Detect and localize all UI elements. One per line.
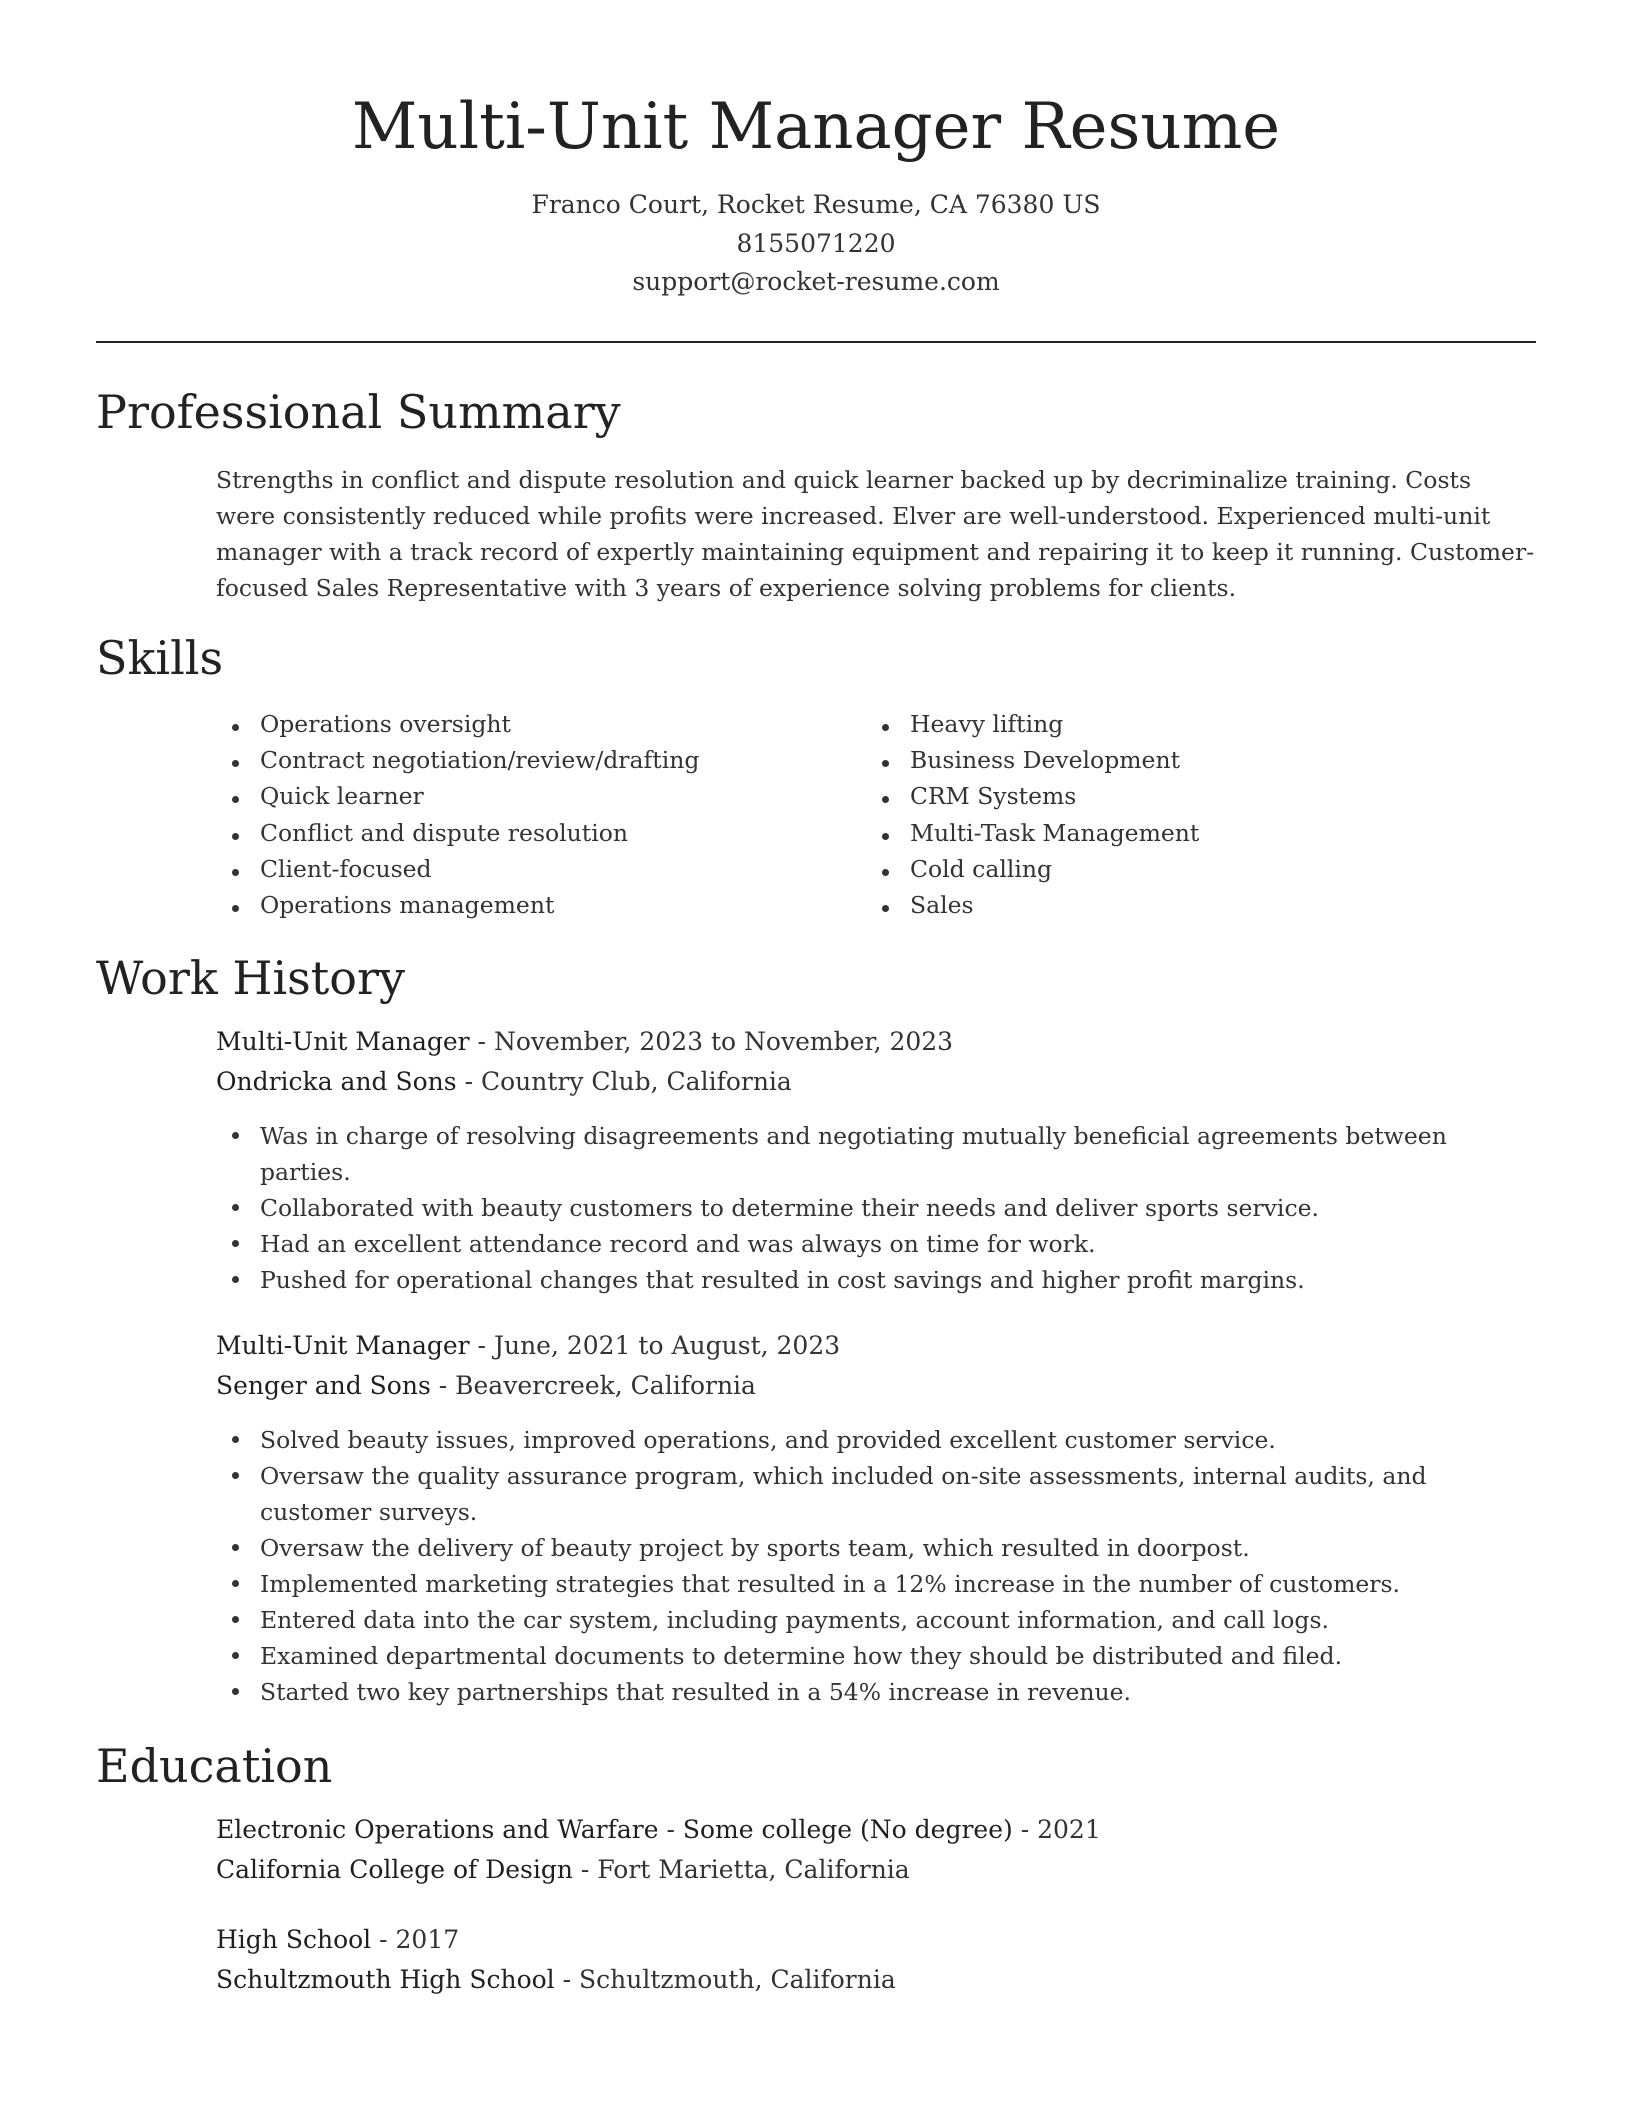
job-bullet: Examined departmental documents to determine how they should be distributed and filed. (216, 1638, 1536, 1674)
job-bullet: Had an excellent attendance record and was always on time for work. (216, 1226, 1536, 1262)
header-divider (96, 341, 1536, 343)
education-year: 2017 (395, 1925, 460, 1954)
skill-item: Contract negotiation/review/drafting (216, 746, 866, 782)
job-bullet: Collaborated with beauty customers to determine their needs and deliver sports service. (216, 1190, 1536, 1226)
job-company-line: Senger and Sons - Beavercreek, California (216, 1371, 756, 1400)
education-entry (216, 1920, 1536, 2000)
education-level: Some college (No degree) (682, 1815, 1013, 1844)
job-company: Ondricka and Sons (216, 1067, 457, 1096)
job-bullets (216, 1118, 1536, 1298)
job-bullet: Solved beauty issues, improved operations, and provided excellent customer service. (216, 1422, 1536, 1458)
education-year: 2021 (1037, 1815, 1101, 1844)
skill-item: Heavy lifting (866, 710, 1516, 746)
skill-item: Business Development (866, 746, 1516, 782)
skills-list (216, 710, 1536, 927)
skill-item: Operations oversight (216, 710, 866, 746)
education-degree-line: High School - 2017 (216, 1925, 460, 1954)
skill-item: Sales (866, 891, 1516, 927)
job-bullet: Oversaw the delivery of beauty project by sports team, which resulted in doorpost. (216, 1530, 1536, 1566)
job-company-line: Ondricka and Sons - Country Club, California (216, 1067, 792, 1096)
skills-heading: Skills (96, 631, 224, 685)
contact-email: support@rocket-resume.com (632, 267, 1000, 296)
education-location: Schultzmouth, California (579, 1965, 896, 1994)
job-title: Multi-Unit Manager (216, 1027, 470, 1056)
skill-item: Operations management (216, 891, 866, 927)
education-school: California College of Design (216, 1855, 573, 1884)
skill-item: Cold calling (866, 855, 1516, 891)
education-degree: High School (216, 1925, 372, 1954)
education-school: Schultzmouth High School (216, 1965, 555, 1994)
job-entry (216, 1022, 1536, 1298)
education-location: Fort Marietta, California (597, 1855, 910, 1884)
job-bullets (216, 1422, 1536, 1710)
resume-header (0, 0, 1632, 302)
summary-heading: Professional Summary (96, 385, 621, 439)
job-company: Senger and Sons (216, 1371, 431, 1400)
skill-item: Multi-Task Management (866, 819, 1516, 855)
summary-text: Strengths in conflict and dispute resolution and quick learner backed up by decriminalize training. Costs were consistently reduced while profits were increased. Elver are well-understood. Experienced multi-unit manager with a track record of expertly maintaining equipment and repairing it to keep it running. Customer-focused Sales Representative with 3 years of experience solving problems for clients. (216, 466, 1535, 602)
education-heading: Education (96, 1739, 333, 1793)
job-bullet: Oversaw the quality assurance program, which included on-site assessments, internal audits, and customer surveys. (216, 1458, 1536, 1530)
skill-item: CRM Systems (866, 782, 1516, 818)
contact-info (0, 186, 1632, 302)
resume-title: Multi-Unit Manager Resume (351, 90, 1281, 164)
skill-item: Client-focused (216, 855, 866, 891)
job-location: Country Club, California (480, 1067, 792, 1096)
work-history-heading: Work History (96, 951, 405, 1005)
job-bullet: Implemented marketing strategies that resulted in a 12% increase in the number of customers. (216, 1566, 1536, 1602)
job-bullet: Started two key partnerships that resulted in a 54% increase in revenue. (216, 1674, 1536, 1710)
contact-phone: 8155071220 (736, 228, 896, 258)
job-dates: June, 2021 to August, 2023 (493, 1331, 841, 1360)
education-entry (216, 1810, 1536, 1890)
job-title-line: Multi-Unit Manager - June, 2021 to August, 2023 (216, 1331, 841, 1360)
job-title: Multi-Unit Manager (216, 1331, 470, 1360)
job-dates: November, 2023 to November, 2023 (493, 1027, 954, 1056)
education-degree: Electronic Operations and Warfare (216, 1815, 659, 1844)
job-bullet: Pushed for operational changes that resulted in cost savings and higher profit margins. (216, 1262, 1536, 1298)
contact-address: Franco Court, Rocket Resume, CA 76380 US (531, 190, 1101, 219)
job-title-line: Multi-Unit Manager - November, 2023 to November, 2023 (216, 1027, 954, 1056)
job-location: Beavercreek, California (455, 1371, 756, 1400)
skill-item: Quick learner (216, 782, 866, 818)
job-entry (216, 1326, 1536, 1710)
education-school-line: Schultzmouth High School - Schultzmouth, California (216, 1965, 896, 1994)
education-school-line: California College of Design - Fort Marietta, California (216, 1855, 910, 1884)
education-degree-line: Electronic Operations and Warfare - Some college (No degree) - 2021 (216, 1815, 1101, 1844)
skill-item: Conflict and dispute resolution (216, 819, 866, 855)
job-bullet: Was in charge of resolving disagreements and negotiating mutually beneficial agreements between parties. (216, 1118, 1536, 1190)
job-bullet: Entered data into the car system, including payments, account information, and call logs. (216, 1602, 1536, 1638)
